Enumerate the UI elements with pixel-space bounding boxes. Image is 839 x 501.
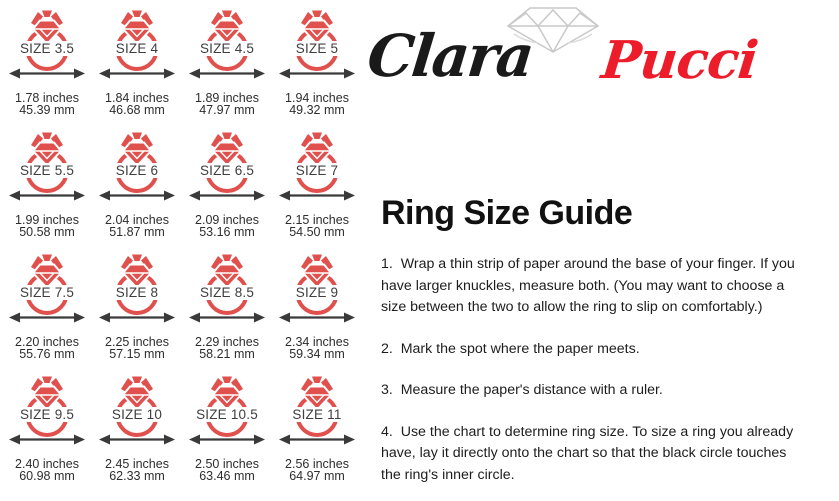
ring-inches: 2.40 inches [15, 457, 79, 471]
ring-size-label: SIZE 4 [115, 41, 159, 56]
ring-inches: 1.78 inches [15, 91, 79, 105]
ring-measurements [272, 92, 362, 116]
ring-size-cell [92, 130, 182, 252]
ring-inches: 1.94 inches [285, 91, 349, 105]
ring-size-label: SIZE 7 [295, 163, 339, 178]
ring-size-cell [182, 252, 272, 374]
diamond-icon [31, 377, 63, 411]
diamond-icon [121, 377, 153, 411]
ring-inches: 2.25 inches [105, 335, 169, 349]
ring-size-label: SIZE 6 [115, 163, 159, 178]
ring-size-cell [2, 374, 92, 496]
ring-mm: 62.33 mm [109, 469, 165, 483]
ring-measurements [182, 336, 272, 360]
ring-measurements [2, 336, 92, 360]
ring-size-label: SIZE 5 [295, 41, 339, 56]
ring-inches: 2.29 inches [195, 335, 259, 349]
ring-mm: 58.21 mm [199, 347, 255, 361]
ring-size-cell [272, 252, 362, 374]
diamond-icon [121, 133, 153, 167]
ring-size-label: SIZE 5.5 [19, 163, 75, 178]
ring-size-label: SIZE 9.5 [19, 407, 75, 422]
ring-size-cell [2, 252, 92, 374]
ring-measurements [92, 458, 182, 482]
diamond-icon [211, 133, 243, 167]
ring-size-label: SIZE 9 [295, 285, 339, 300]
ring-measurements [272, 458, 362, 482]
ring-size-cell [182, 130, 272, 252]
ring-measurements [272, 214, 362, 238]
ring-inches: 2.09 inches [195, 213, 259, 227]
diamond-icon [211, 255, 243, 289]
diamond-icon [31, 255, 63, 289]
ring-measurements [92, 214, 182, 238]
ring-mm: 49.32 mm [289, 103, 345, 117]
instruction-step-4: 4. Use the chart to determine ring size. To size a ring you already have, lay it directly onto the chart so that the black circle touches the ring's inner circle. [381, 423, 794, 483]
ring-mm: 54.50 mm [289, 225, 345, 239]
diamond-icon [301, 11, 333, 45]
ring-size-label: SIZE 10 [111, 407, 163, 422]
ring-inches: 2.56 inches [285, 457, 349, 471]
ring-mm: 63.46 mm [199, 469, 255, 483]
ring-size-label: SIZE 6.5 [199, 163, 255, 178]
ring-size-label: SIZE 8.5 [199, 285, 255, 300]
ring-measurements [92, 92, 182, 116]
ring-mm: 51.87 mm [109, 225, 165, 239]
ring-mm: 64.97 mm [289, 469, 345, 483]
ring-size-label: SIZE 7.5 [19, 285, 75, 300]
ring-inches: 2.45 inches [105, 457, 169, 471]
ring-size-label: SIZE 8 [115, 285, 159, 300]
diamond-icon [31, 133, 63, 167]
instruction-step-3: 3. Measure the paper's distance with a ruler. [381, 382, 663, 398]
diamond-icon [211, 377, 243, 411]
ring-inches: 1.89 inches [195, 91, 259, 105]
ring-size-label: SIZE 4.5 [199, 41, 255, 56]
ring-inches: 1.84 inches [105, 91, 169, 105]
ring-size-cell [2, 8, 92, 130]
instruction-step-1: 1. Wrap a thin strip of paper around the base of your finger. If you have larger knuckles, measure both. (You may want to choose a size between the two to allow the ring to slip on comfortably.) [381, 256, 795, 315]
ring-inches: 2.04 inches [105, 213, 169, 227]
ring-measurements [182, 458, 272, 482]
ring-mm: 57.15 mm [109, 347, 165, 361]
ring-inches: 1.99 inches [15, 213, 79, 227]
ring-size-cell [2, 130, 92, 252]
diamond-icon [211, 11, 243, 45]
ring-size-cell [272, 8, 362, 130]
diamond-icon [121, 255, 153, 289]
ring-inches: 2.15 inches [285, 213, 349, 227]
brand-name-clara: Clara [364, 22, 536, 90]
ring-size-cell [272, 374, 362, 496]
ring-measurements [272, 336, 362, 360]
ring-inches: 2.20 inches [15, 335, 79, 349]
ring-mm: 53.16 mm [199, 225, 255, 239]
ring-measurements [2, 458, 92, 482]
diamond-icon [301, 133, 333, 167]
guide-section [381, 194, 833, 501]
ring-inches: 2.50 inches [195, 457, 259, 471]
ring-size-label: SIZE 10.5 [196, 407, 258, 422]
ring-mm: 50.58 mm [19, 225, 75, 239]
ring-mm: 59.34 mm [289, 347, 345, 361]
ring-size-cell [92, 8, 182, 130]
ring-measurements [182, 92, 272, 116]
page-title: Ring Size Guide [381, 194, 633, 232]
ring-size-cell [272, 130, 362, 252]
ring-mm: 46.68 mm [109, 103, 165, 117]
brand-name-pucci: Pucci [598, 30, 761, 91]
ring-mm: 47.97 mm [199, 103, 255, 117]
ring-size-cell [182, 374, 272, 496]
diamond-icon [301, 377, 333, 411]
diamond-icon [121, 11, 153, 45]
ring-mm: 45.39 mm [19, 103, 75, 117]
ring-measurements [2, 92, 92, 116]
ring-measurements [2, 214, 92, 238]
ring-measurements [92, 336, 182, 360]
instruction-step-2: 2. Mark the spot where the paper meets. [381, 340, 640, 357]
ring-grid [2, 8, 362, 496]
ring-size-label: SIZE 11 [292, 407, 342, 422]
ring-mm: 55.76 mm [19, 347, 75, 361]
ring-size-cell [182, 8, 272, 130]
ring-inches: 2.34 inches [285, 335, 349, 349]
diamond-icon [31, 11, 63, 45]
ring-measurements [182, 214, 272, 238]
ring-size-label: SIZE 3.5 [19, 41, 75, 56]
diamond-icon [301, 255, 333, 289]
ring-mm: 60.98 mm [19, 469, 75, 483]
ring-size-cell [92, 374, 182, 496]
ring-size-cell [92, 252, 182, 374]
